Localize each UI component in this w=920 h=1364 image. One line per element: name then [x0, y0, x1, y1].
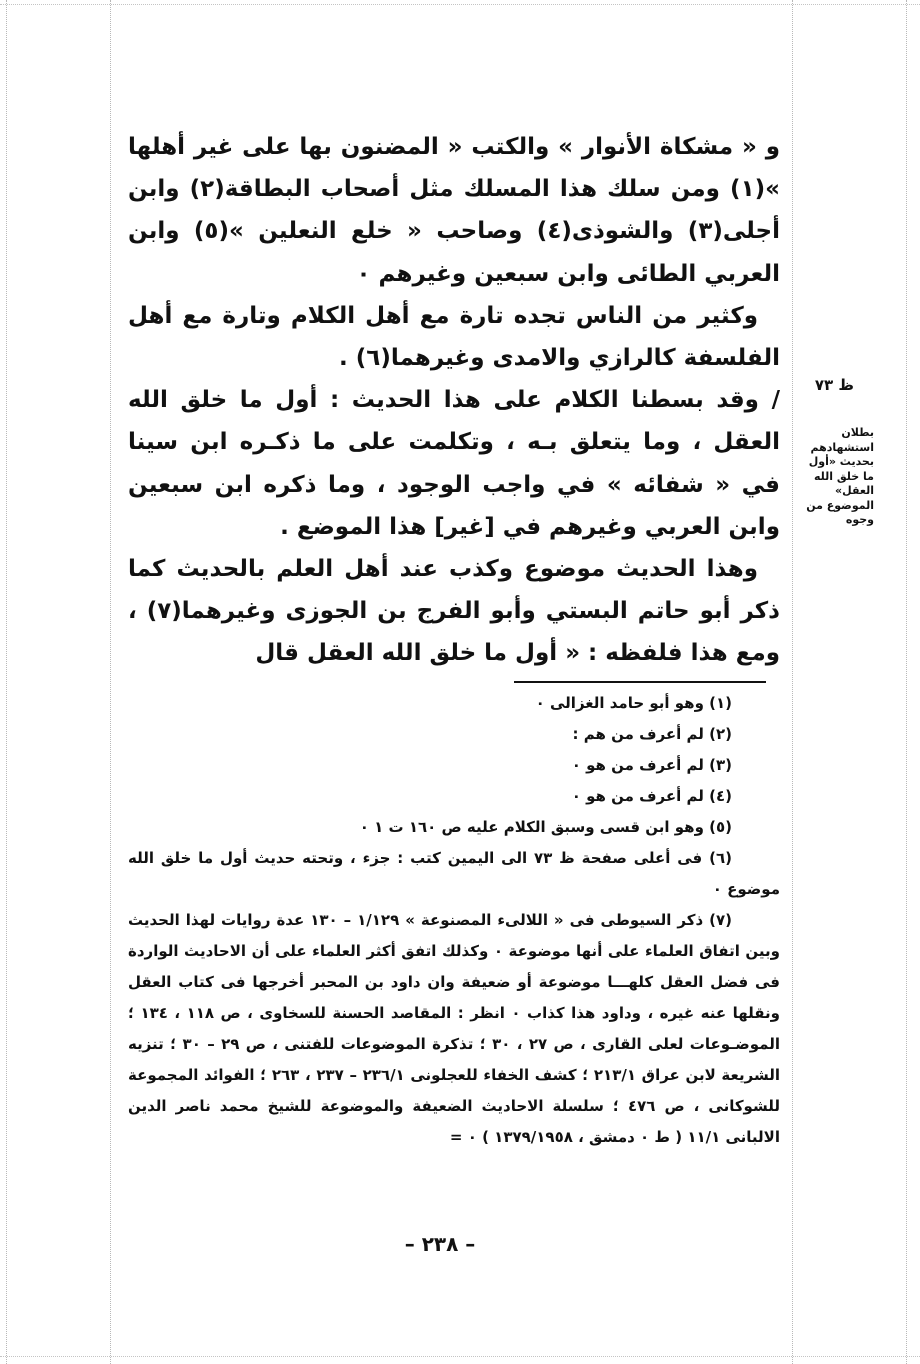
main-text — [128, 126, 780, 675]
margin-side-heading: بطلان استشهادهم بحديث «أول ما خلق الله العقل» الموضوع من وجوه — [806, 426, 874, 526]
scan-guide-line — [906, 0, 907, 1364]
footnote: (٦) فى أعلى صفحة ظ ٧٣ الى اليمين كتب : جزء ، وتحته حديث أول ما خلق الله موضوع ٠ — [128, 849, 780, 898]
paragraph: وكثير من الناس تجده تارة مع أهل الكلام وتارة مع أهل الفلسفة كالرازي والامدى وغيرهما(٦) . — [128, 302, 780, 372]
footnotes — [128, 688, 780, 1153]
paragraph: و « مشكاة الأنوار » والكتب « المضنون بها على غير أهلها »(١) ومن سلك هذا المسلك مثل أصحاب البطاقة(٢) وابن أجلى(٣) والشوذى(٤) وصاحب « خلع النعلين »(٥) وابن العربي الطائى وابن سبعين وغيرهم ٠ — [128, 134, 780, 287]
page-number: – ٢٣٨ – — [404, 1232, 476, 1256]
scan-guide-line — [0, 1356, 920, 1357]
margin-folio-reference: ظ ٧٣ — [814, 376, 854, 394]
footnote: (١) وهو أبو حامد الغزالى ٠ — [535, 694, 732, 712]
footnote: (٤) لم أعرف من هو ٠ — [571, 787, 732, 805]
scan-guide-line — [792, 0, 793, 1364]
footnote: (٣) لم أعرف من هو ٠ — [571, 756, 732, 774]
scan-guide-line — [6, 0, 7, 1364]
paragraph: / وقد بسطنا الكلام على هذا الحديث : أول ما خلق الله العقل ، وما يتعلق بـه ، وتكلمت على ما ذكـره ابن سينا في « شفائه » في واجب الوجود ، وما ذكره ابن سبعين وابن العربي وغيرهم في [غير] هذا الموضع . — [128, 387, 780, 540]
scan-guide-line — [110, 0, 111, 1364]
footnote: (٥) وهو ابن قسى وسبق الكلام عليه ص ١٦٠ ت ١ ٠ — [359, 818, 732, 836]
footnote: (٧) ذكر السيوطى فى « اللالىء المصنوعة » ١/١٢٩ – ١٣٠ عدة روايات لهذا الحديث وبين اتفاق العلماء على أنها موضوعة ٠ وكذلك اتفق أكثر العلماء على أن الاحاديث الواردة فى فضل العقل كلهـــا موضوعة أو ضعيفة وان داود بن المحبر أخرجها فى كتاب العقل ونقلها عنه غيره ، وداود هذا كذاب ٠ انظر : المقاصد الحسنة للسخاوى ، ص ١١٨ ، ١٣٤ ؛ الموضـوعات لعلى القارى ، ص ٢٧ ، ٣٠ ؛ تذكرة الموضوعات للفتنى ، ص ٢٩ – ٣٠ ؛ تنزيه الشريعة لابن عراق ٢١٣/١ ؛ كشف الخفاء للعجلونى ٢٣٦/١ – ٢٣٧ ، ٢٦٣ ؛ الفوائد المجموعة للشوكانى ، ص ٤٧٦ ؛ سلسلة الاحاديث الضعيفة والموضوعة للشيخ محمد ناصر الدين الالبانى ١١/١ ( ط ٠ دمشق ، ١٣٧٩/١٩٥٨ ) ٠ = — [128, 911, 780, 1146]
scan-guide-line — [0, 4, 920, 5]
paragraph: وهذا الحديث موضوع وكذب عند أهل العلم بالحديث كما ذكر أبو حاتم البستي وأبو الفرج بن الجوزى وغيرهما(٧) ، ومع هذا فلفظه : « أول ما خلق الله العقل قال — [128, 556, 780, 667]
footnote: (٢) لم أعرف من هم : — [572, 725, 732, 743]
footnote-separator — [514, 681, 766, 683]
